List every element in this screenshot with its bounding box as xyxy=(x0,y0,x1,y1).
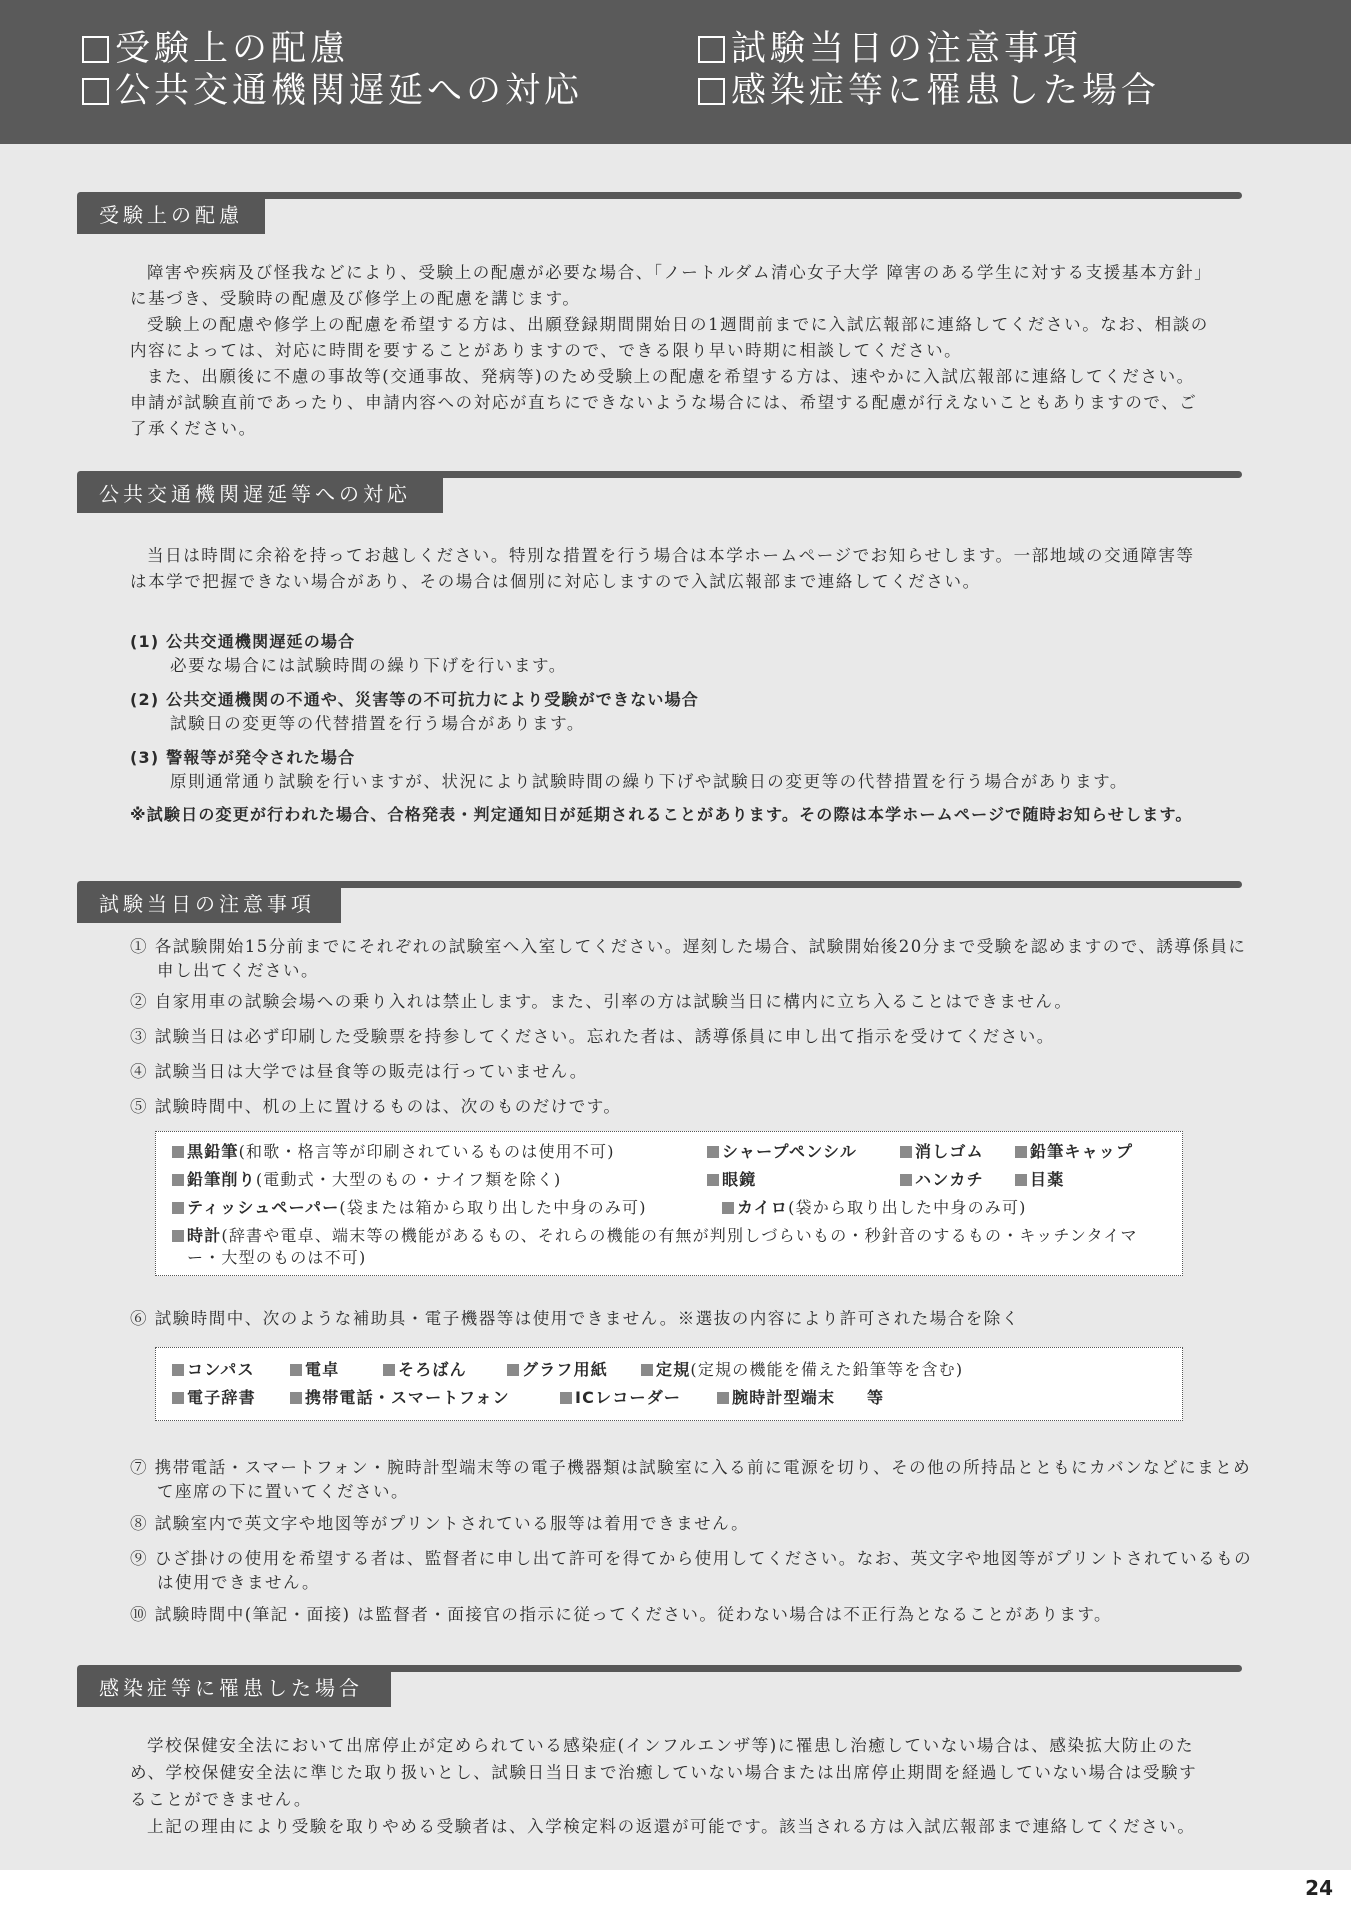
header-band xyxy=(0,0,1351,144)
header-item xyxy=(698,70,1160,112)
bullet-icon xyxy=(560,1392,572,1404)
banned-item xyxy=(383,1356,507,1384)
item-etc: 等 xyxy=(867,1388,885,1407)
paragraph: 受験上の配慮や修学上の配慮を希望する方は、出願登録期間開始日の1週間前までに入試広報部に連絡してください。なお、相談の内容によっては、対応に時間を要することがありますので、できる限り早い時期に相談してください。 xyxy=(130,315,1209,360)
allowed-item xyxy=(900,1138,1015,1166)
section-title: 試験当日の注意事項 xyxy=(77,885,341,923)
header-item-label: 受験上の配慮 xyxy=(115,29,350,69)
header-item xyxy=(82,70,583,112)
allowed-item xyxy=(172,1138,707,1166)
allowed-items-box xyxy=(155,1131,1183,1276)
bullet-icon xyxy=(507,1364,519,1376)
allowed-item xyxy=(707,1166,900,1194)
banned-item xyxy=(641,1356,963,1384)
allowed-item xyxy=(172,1225,1162,1269)
checkbox-icon xyxy=(82,78,109,105)
header-item-label: 試験当日の注意事項 xyxy=(731,29,1083,69)
case-body: 試験日の変更等の代替措置を行う場合があります。 xyxy=(170,714,585,733)
item-name: 消しゴム xyxy=(915,1142,984,1161)
allowed-item xyxy=(707,1138,900,1166)
allowed-item xyxy=(172,1194,722,1222)
banned-item xyxy=(172,1356,290,1384)
banned-items-box xyxy=(155,1347,1183,1421)
header-item xyxy=(82,28,349,70)
item-name: ティッシュペーパー xyxy=(187,1198,340,1217)
allowed-item xyxy=(1015,1166,1064,1194)
rule-item: ⑧ 試験室内で英文字や地図等がプリントされている服等は着用できません。 xyxy=(130,1514,750,1533)
banned-row xyxy=(172,1356,1166,1384)
section-body xyxy=(130,260,1210,442)
case-heading: (1) 公共交通機関遅延の場合 xyxy=(130,632,356,651)
bullet-icon xyxy=(707,1174,719,1186)
banned-item xyxy=(507,1356,641,1384)
checkbox-icon xyxy=(82,36,109,63)
section-body xyxy=(130,543,1210,595)
bullet-icon xyxy=(172,1146,184,1158)
item-note: (袋または箱から取り出した中身のみ可) xyxy=(339,1198,647,1217)
item-note: (辞書や電卓、端末等の機能があるもの、それらの機能の有無が判別しづらいもの・秒針音のするもの・キッチンタイマー・大型のものは不可) xyxy=(187,1226,1138,1267)
notice-text: ※試験日の変更が行われた場合、合格発表・判定通知日が延期されることがあります。その際は本学ホームページで随時お知らせします。 xyxy=(130,805,1193,824)
item-name: シャープペンシル xyxy=(722,1142,858,1161)
bullet-icon xyxy=(172,1392,184,1404)
rule-item: ⑥ 試験時間中、次のような補助具・電子機器等は使用できません。※選抜の内容により許可された場合を除く xyxy=(130,1309,1020,1328)
bullet-icon xyxy=(717,1392,729,1404)
paragraph: 上記の理由により受験を取りやめる受験者は、入学検定料の返還が可能です。該当される方は入試広報部まで連絡してください。 xyxy=(147,1817,1196,1836)
item-name: 携帯電話・スマートフォン xyxy=(305,1388,510,1407)
bullet-icon xyxy=(172,1202,184,1214)
banned-item xyxy=(290,1356,383,1384)
bullet-icon xyxy=(900,1174,912,1186)
bullet-icon xyxy=(641,1364,653,1376)
item-name: そろばん xyxy=(398,1360,467,1379)
header-item-label: 感染症等に罹患した場合 xyxy=(731,71,1161,111)
item-name: グラフ用紙 xyxy=(522,1360,609,1379)
item-name: 電卓 xyxy=(305,1360,340,1379)
rule-item: ⑨ ひざ掛けの使用を希望する者は、監督者に申し出て許可を得てから使用してください。なお、英文字や地図等がプリントされているものは使用できません。 xyxy=(130,1549,1253,1592)
checkbox-icon xyxy=(698,36,725,63)
checkbox-icon xyxy=(698,78,725,105)
case-heading: (2) 公共交通機関の不通や、災害等の不可抗力により受験ができない場合 xyxy=(130,690,700,709)
bullet-icon xyxy=(900,1146,912,1158)
section-title: 受験上の配慮 xyxy=(77,196,265,234)
bullet-icon xyxy=(290,1392,302,1404)
item-name: 時計 xyxy=(187,1226,222,1245)
rule-item: ④ 試験当日は大学では昼食等の販売は行っていません。 xyxy=(130,1062,588,1081)
item-name: ICレコーダー xyxy=(575,1388,682,1407)
item-name: 腕時計型端末 xyxy=(732,1388,836,1407)
item-name: 眼鏡 xyxy=(722,1170,757,1189)
allowed-item xyxy=(900,1166,1015,1194)
allowed-row xyxy=(172,1138,1166,1166)
item-name: コンパス xyxy=(187,1360,255,1379)
item-name: 目薬 xyxy=(1030,1170,1065,1189)
allowed-item xyxy=(1015,1138,1133,1166)
banned-row xyxy=(172,1384,1166,1412)
paragraph: また、出願後に不慮の事故等(交通事故、発病等)のため受験上の配慮を希望する方は、速やかに入試広報部に連絡してください。申請が試験直前であったり、申請内容への対応が直ちにできないような場合には、希望する配慮が行えないこともありますので、ご了承ください。 xyxy=(130,367,1198,438)
page-number: 24 xyxy=(1305,1876,1333,1900)
section-title: 感染症等に罹患した場合 xyxy=(77,1669,391,1707)
banned-item xyxy=(717,1384,867,1412)
allowed-row xyxy=(172,1194,1166,1222)
banned-item xyxy=(560,1384,717,1412)
item-name: 黒鉛筆 xyxy=(187,1142,239,1161)
banned-item xyxy=(290,1384,560,1412)
allowed-item xyxy=(172,1166,707,1194)
item-note: (定規の機能を備えた鉛筆等を含む) xyxy=(690,1360,964,1379)
case-heading: (3) 警報等が発令された場合 xyxy=(130,748,356,767)
bullet-icon xyxy=(383,1364,395,1376)
item-note: (袋から取り出した中身のみ可) xyxy=(788,1198,1027,1217)
item-note: (電動式・大型のもの・ナイフ類を除く) xyxy=(255,1170,562,1189)
item-name: 定規 xyxy=(656,1360,691,1379)
rule-item: ② 自家用車の試験会場への乗り入れは禁止します。また、引率の方は試験当日に構内に立ち入ることはできません。 xyxy=(130,992,1073,1011)
item-name: 鉛筆削り xyxy=(187,1170,256,1189)
case-body: 必要な場合には試験時間の繰り下げを行います。 xyxy=(170,656,567,675)
section-body xyxy=(130,1732,1210,1840)
header-item xyxy=(698,28,1082,70)
bullet-icon xyxy=(1015,1174,1027,1186)
bullet-icon xyxy=(290,1364,302,1376)
item-name: 電子辞書 xyxy=(187,1388,256,1407)
rule-item: ① 各試験開始15分前までにそれぞれの試験室へ入室してください。遅刻した場合、試験開始後20分まで受験を認めますので、誘導係員に申し出てください。 xyxy=(130,937,1247,980)
paragraph: 当日は時間に余裕を持ってお越しください。特別な措置を行う場合は本学ホームページでお知らせします。一部地域の交通障害等は本学で把握できない場合があり、その場合は個別に対応しますので入試広報部まで連絡してください。 xyxy=(130,546,1195,591)
rule-item: ⑦ 携帯電話・スマートフォン・腕時計型端末等の電子機器類は試験室に入る前に電源を切り、その他の所持品とともにカバンなどにまとめて座席の下に置いてください。 xyxy=(130,1458,1252,1501)
allowed-row xyxy=(172,1166,1166,1194)
header-item-label: 公共交通機関遅延への対応 xyxy=(115,71,584,111)
item-name: 鉛筆キャップ xyxy=(1030,1142,1134,1161)
bullet-icon xyxy=(722,1202,734,1214)
bullet-icon xyxy=(172,1174,184,1186)
bullet-icon xyxy=(707,1146,719,1158)
section-title: 公共交通機関遅延等への対応 xyxy=(77,475,443,513)
item-name: カイロ xyxy=(737,1198,789,1217)
case-body: 原則通常通り試験を行いますが、状況により試験時間の繰り下げや試験日の変更等の代替措置を行う場合があります。 xyxy=(170,772,1128,791)
rule-item: ③ 試験当日は必ず印刷した受験票を持参してください。忘れた者は、誘導係員に申し出て指示を受けてください。 xyxy=(130,1027,1055,1046)
paragraph: 障害や疾病及び怪我などにより、受験上の配慮が必要な場合、「ノートルダム清心女子大学 障害のある学生に対する支援基本方針」に基づき、受験時の配慮及び修学上の配慮を講じます。 xyxy=(130,263,1205,308)
rule-item: ⑤ 試験時間中、机の上に置けるものは、次のものだけです。 xyxy=(130,1097,622,1116)
item-name: ハンカチ xyxy=(915,1170,984,1189)
allowed-item xyxy=(722,1194,1027,1222)
allowed-row xyxy=(172,1222,1166,1269)
paragraph: 学校保健安全法において出席停止が定められている感染症(インフルエンザ等)に罹患し治癒していない場合は、感染拡大防止のため、学校保健安全法に準じた取り扱いとし、試験日当日まで治癒していない場合または出席停止期間を経過していない場合は受験することができません。 xyxy=(130,1736,1198,1809)
bullet-icon xyxy=(1015,1146,1027,1158)
bullet-icon xyxy=(172,1230,184,1242)
item-note: (和歌・格言等が印刷されているものは使用不可) xyxy=(238,1142,615,1161)
banned-item xyxy=(172,1384,290,1412)
bullet-icon xyxy=(172,1364,184,1376)
rule-item: ⑩ 試験時間中(筆記・面接) は監督者・面接官の指示に従ってください。従わない場合は不正行為となることがあります。 xyxy=(130,1605,1113,1624)
